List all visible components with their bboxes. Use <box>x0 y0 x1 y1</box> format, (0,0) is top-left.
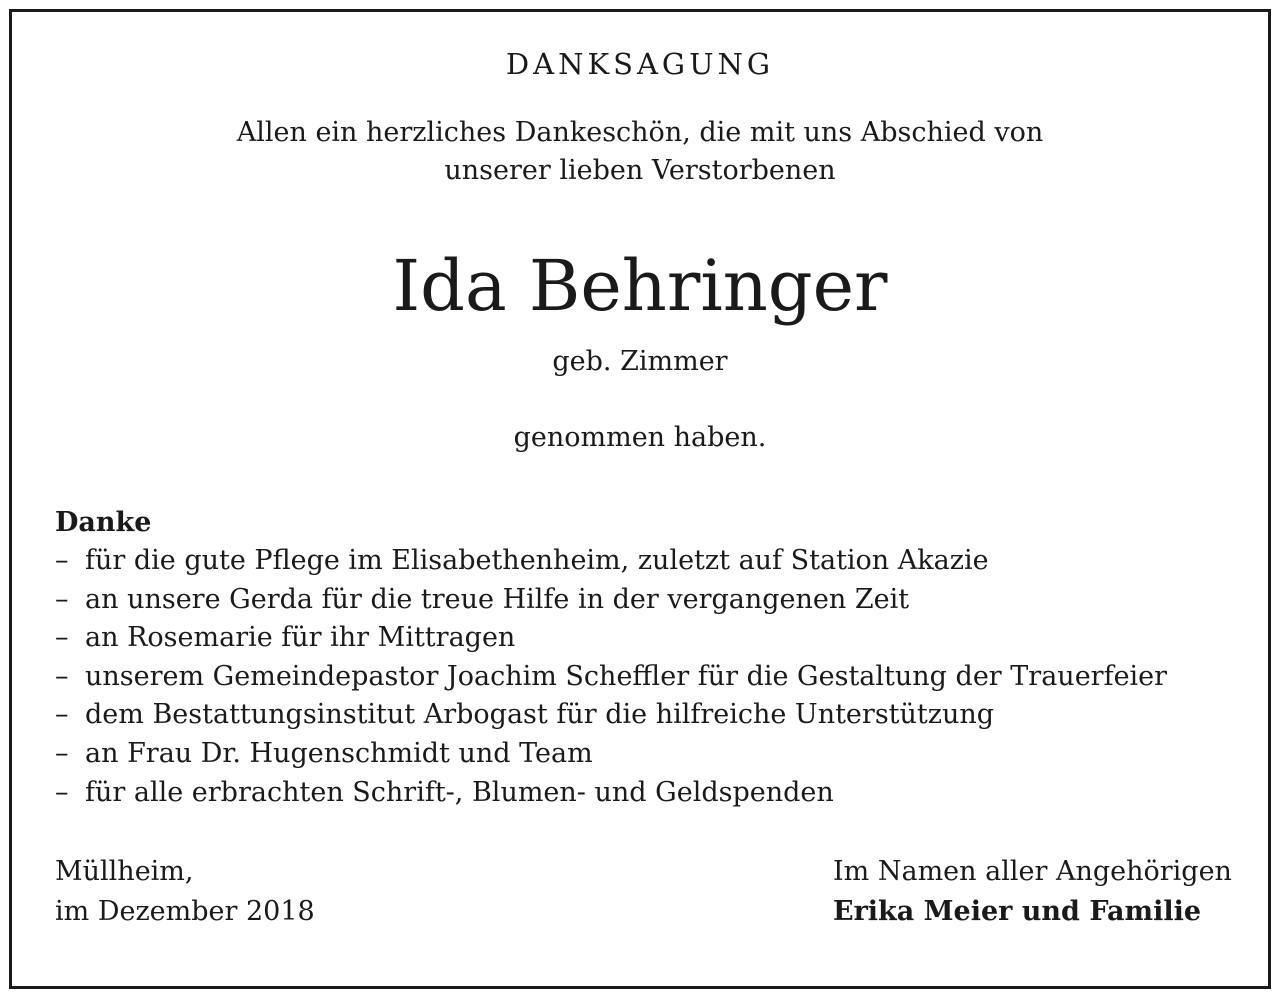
signature-block <box>833 852 1232 932</box>
dash-mark: – <box>55 660 69 692</box>
intro-text <box>12 114 1268 190</box>
list-item <box>55 619 1235 658</box>
intro-line-2: unserer lieben Verstorbenen <box>444 155 836 186</box>
list-item <box>55 735 1235 774</box>
dash-mark: – <box>55 622 69 654</box>
thanks-section <box>55 504 1235 812</box>
list-item <box>55 581 1235 620</box>
list-item <box>55 774 1235 813</box>
dash-mark: – <box>55 776 69 808</box>
list-item-text: für die gute Pflege im Elisabethenheim, zuletzt auf Station Akazie <box>85 545 989 576</box>
list-item-text: dem Bestattungsinstitut Arbogast für die hilfreiche Unterstützung <box>85 699 995 731</box>
notice-frame <box>9 9 1271 989</box>
list-item-text: für alle erbrachten Schrift-, Blumen- und Geldspenden <box>85 776 834 808</box>
list-item <box>55 542 1235 581</box>
thanks-list <box>55 542 1235 812</box>
list-item-text: unserem Gemeindepastor Joachim Scheffler für die Gestaltung der Trauerfeier <box>85 660 1168 692</box>
date: im Dezember 2018 <box>55 896 315 927</box>
dash-mark: – <box>55 699 69 731</box>
list-item-text: an Frau Dr. Hugenschmidt und Team <box>85 737 593 769</box>
dash-mark: – <box>55 737 69 769</box>
signature: Erika Meier und Familie <box>833 896 1202 927</box>
dash-mark: – <box>55 545 69 576</box>
closing-text: genommen haben. <box>513 422 767 453</box>
list-item <box>55 658 1235 697</box>
place-date <box>55 852 315 932</box>
dash-mark: – <box>55 583 69 615</box>
on-behalf-text: Im Namen aller Angehörigen <box>833 856 1232 887</box>
intro-line-1: Allen ein herzliches Dankeschön, die mit uns Abschied von <box>236 117 1044 148</box>
birth-name: geb. Zimmer <box>552 346 728 377</box>
deceased-name: Ida Behringer <box>392 245 888 327</box>
notice-heading: DANKSAGUNG <box>505 47 775 81</box>
thanks-title: Danke <box>55 507 152 538</box>
place: Müllheim, <box>55 856 194 887</box>
list-item-text: an Rosemarie für ihr Mittragen <box>85 622 516 654</box>
list-item-text: an unsere Gerda für die treue Hilfe in der vergangenen Zeit <box>85 583 910 615</box>
list-item <box>55 696 1235 735</box>
